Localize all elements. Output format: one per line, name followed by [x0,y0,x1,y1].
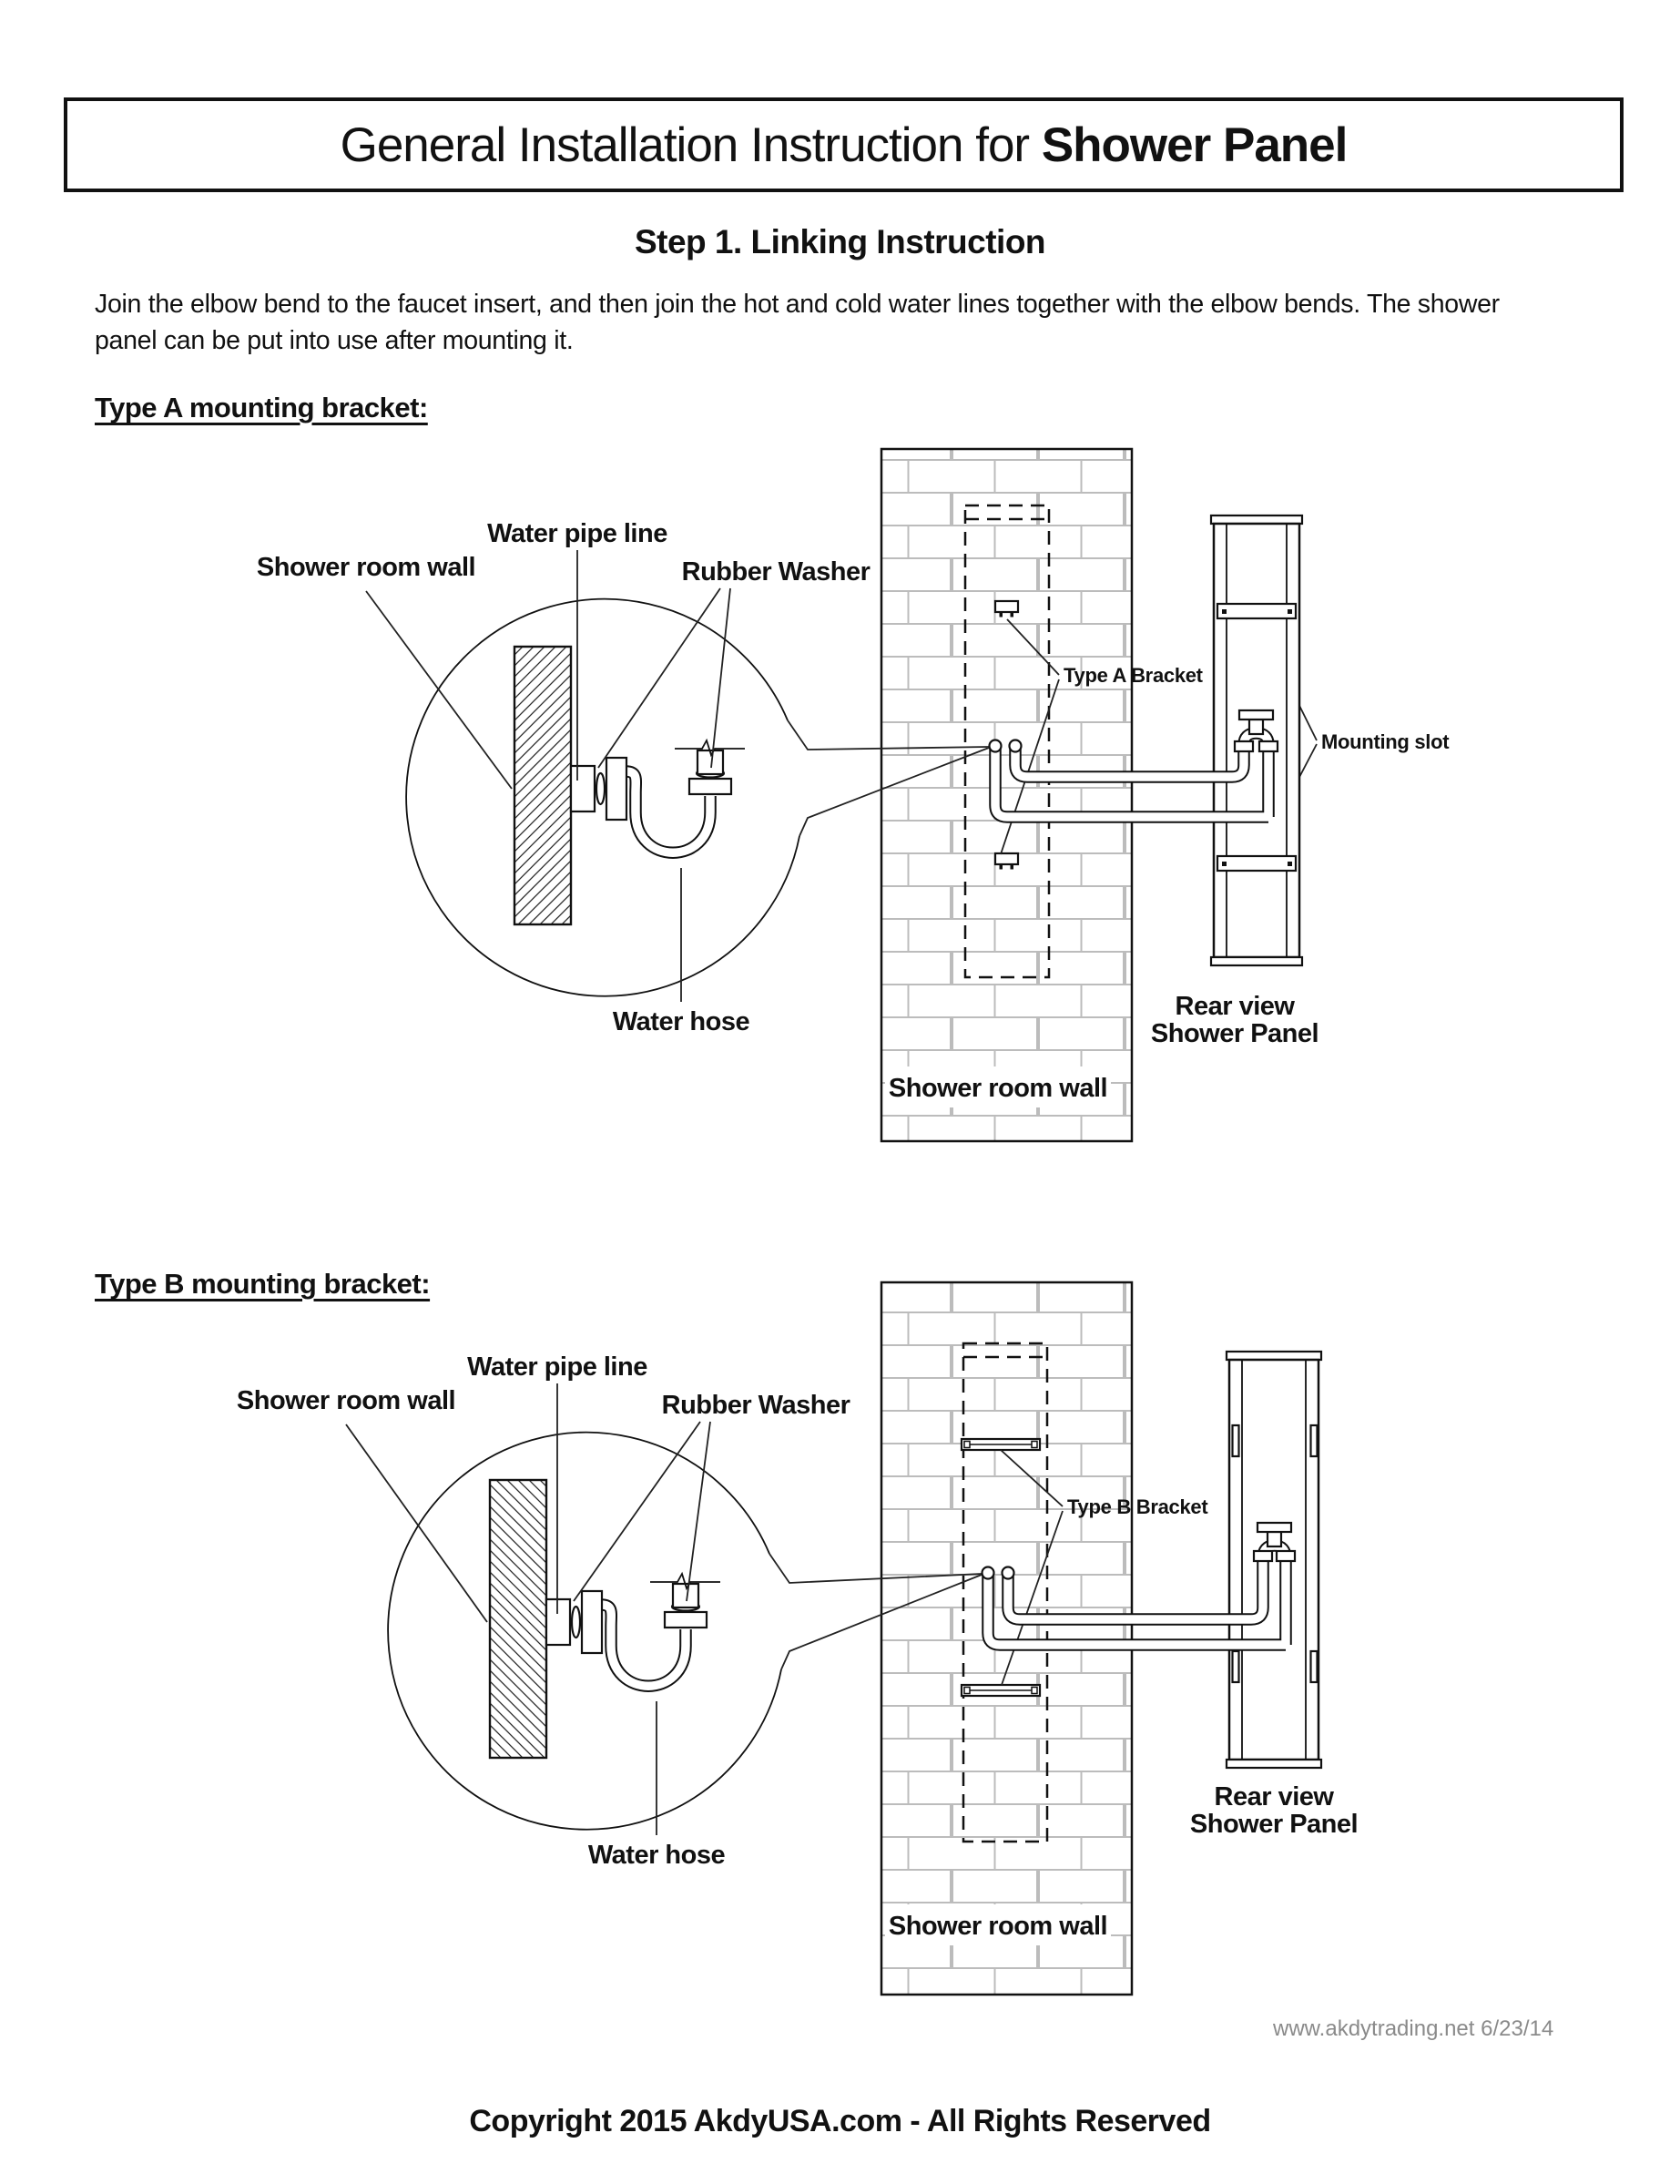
label-type-a-bracket: Type A Bracket [1064,664,1203,687]
faucet-tee-handle [1239,710,1273,719]
mounting-slot-bottom-left [1233,1651,1239,1682]
label-shower-panel-a: Shower Panel [1150,1019,1319,1048]
mounting-slot-bar-top [1217,604,1296,618]
elbow-trap-detail [546,1574,720,1686]
label-water-pipe-line-a: Water pipe line [487,519,667,548]
faucet-stem [1268,1532,1281,1546]
faucet-tee-handle [1257,1523,1291,1532]
title-emphasis: Shower Panel [1041,117,1348,172]
wall-caption-b [885,1904,1111,1945]
svg-text:Shower room wall: Shower room wall [888,1912,1108,1941]
rear-panel-b [1227,1352,1321,1768]
footer-copyright: Copyright 2015 AkdyUSA.com - All Rights Reserved [469,2104,1211,2138]
water-connection-right [1003,1567,1014,1579]
faucet-nut-left [1235,741,1253,751]
label-rubber-washer-b: Rubber Washer [661,1391,850,1420]
mounting-slot-top-right [1311,1425,1318,1456]
water-connection-left [990,740,1002,752]
elbow-trap-detail [571,740,745,852]
label-mounting-slot: Mounting slot [1321,730,1450,753]
type-b-diagram [0,1248,1680,2067]
title-prefix: General Installation Instruction for [340,117,1042,172]
type-b-bracket-top [962,1439,1040,1450]
step-heading: Step 1. Linking Instruction [634,223,1046,260]
wall-caption-a [885,1066,1111,1107]
intro-paragraph: Join the elbow bend to the faucet insert, and then join the hot and cold water lines together with the elbow bends. The shower panel can be put into use after mounting it. [95,290,1500,356]
faucet-nut-right [1277,1551,1295,1561]
document-title [64,97,1624,192]
wall-label-leader [366,591,512,789]
wall-label-leader [346,1424,487,1622]
faucet-stem [1249,719,1263,734]
water-connection-right [1010,740,1022,752]
label-rubber-washer-a: Rubber Washer [681,557,871,587]
water-connection-left [983,1567,994,1579]
rear-panel-a [1211,515,1302,965]
label-rear-view-a: Rear view [1175,992,1295,1021]
wall-section-hatched [490,1480,546,1758]
label-rear-view-b: Rear view [1214,1782,1334,1811]
label-type-b-bracket: Type B Bracket [1067,1495,1208,1518]
label-water-pipe-line-b: Water pipe line [467,1352,647,1382]
faucet-nut-right [1259,741,1278,751]
brick-wall-b [881,1282,1132,1995]
label-shower-panel-b: Shower Panel [1189,1810,1359,1839]
mounting-slot-bar-bottom [1217,856,1296,871]
label-water-hose-a: Water hose [612,1007,750,1036]
footer-site-date: www.akdytrading.net 6/23/14 [1273,2016,1554,2041]
rubber-washer-leaders [574,1422,710,1601]
faucet-nut-left [1254,1551,1272,1561]
mounting-slot-top-left [1233,1425,1239,1456]
label-shower-room-wall-a: Shower room wall [256,553,476,582]
wall-section-hatched [514,647,571,924]
brick-wall-a [881,449,1132,1141]
mounting-slot-bottom-right [1311,1651,1318,1682]
rubber-washer-leaders [598,588,730,768]
type-a-diagram [0,428,1680,1184]
type-b-bracket-bottom [962,1685,1040,1696]
type-b-heading: Type B mounting bracket: [95,1268,431,1300]
label-water-hose-b: Water hose [587,1841,726,1870]
label-shower-room-wall-b: Shower room wall [236,1386,456,1415]
type-a-heading: Type A mounting bracket: [95,392,428,424]
svg-text:Shower room wall: Shower room wall [888,1074,1108,1103]
